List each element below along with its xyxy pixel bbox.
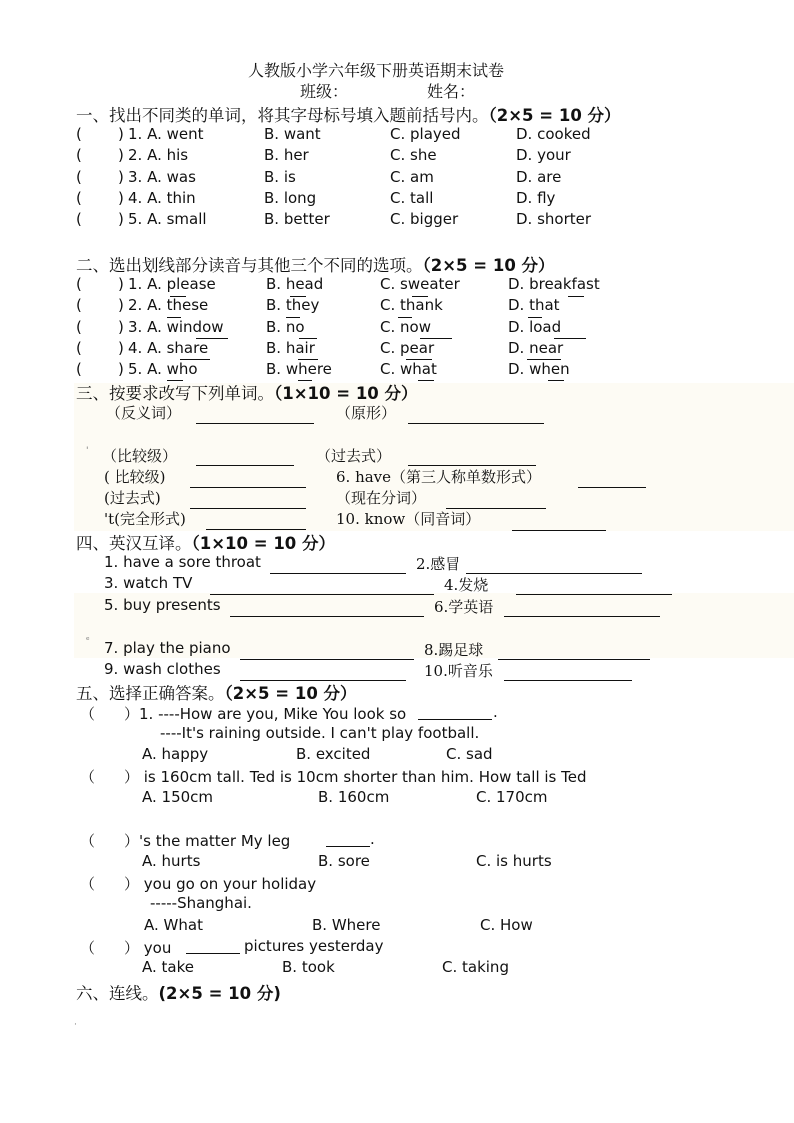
option-n: 4. A. thin [128, 188, 196, 207]
question-4: ） you go on your holiday [124, 875, 317, 893]
option-d: D. when [508, 360, 570, 379]
option: A. take [142, 958, 194, 976]
page-title: 人教版小学六年级下册英语期末试卷 [248, 61, 505, 80]
translate-item-9: 9. wash clothes [104, 660, 221, 678]
section-6-title: 六、连线。 [76, 984, 159, 1003]
question-1-reply: ----It's raining outside. I can't play football. [160, 724, 480, 742]
option-b: B. hair [266, 338, 315, 357]
option-d: D. shorter [516, 210, 592, 229]
section-4-score: （1×10 = 10 分） [191, 534, 336, 553]
answer-bracket[interactable]: ( [76, 167, 82, 186]
underline-mark [554, 338, 586, 339]
answer-blank[interactable] [190, 487, 306, 488]
underline-mark [412, 296, 428, 297]
answer-blank[interactable] [196, 423, 314, 424]
question-1: ）1. ----How are you, Mike You look so [124, 705, 407, 723]
answer-blank[interactable] [578, 487, 646, 488]
underline-mark [286, 317, 300, 318]
answer-blank[interactable] [498, 659, 650, 660]
answer-paren[interactable]: （ [80, 832, 96, 850]
section-2-heading [76, 252, 555, 276]
translate-item-10: 10.听音乐 [424, 662, 493, 680]
answer-bracket[interactable]: ( [76, 125, 82, 143]
option-b: B. no [266, 317, 305, 336]
translate-item-5: 5. buy presents [104, 596, 221, 614]
rewrite-item-8: （现在分词） [336, 489, 427, 507]
underline-mark [196, 338, 228, 339]
option-b: B. head [266, 275, 324, 293]
question-5: ） you [124, 939, 172, 957]
answer-bracket[interactable]: ( [76, 210, 82, 229]
scan-mark: ' [86, 446, 89, 456]
section-3-title: 三、按要求改写下列单词。 [76, 384, 274, 403]
answer-blank[interactable] [408, 423, 544, 424]
option: B. Where [312, 916, 381, 934]
answer-bracket[interactable]: ) [118, 125, 124, 143]
section-1-title: 一、找出不同类的单词，将其字母标号填入题前括号内。 [76, 106, 489, 125]
section-4-title: 四、英汉互译。 [76, 534, 192, 553]
section-2-title: 二、选出划线部分读音与其他三个不同的选项。 [76, 256, 423, 275]
scan-mark: · [74, 1020, 77, 1030]
option-n: 1. A. please [128, 275, 216, 293]
underline-mark [298, 359, 318, 360]
option-c: C. pear [380, 338, 435, 357]
answer-bracket[interactable]: ) [118, 167, 124, 186]
question-3: ）'s the matter My leg [124, 832, 291, 850]
section-5-score: （2×5 = 10 分） [224, 684, 357, 703]
option-c: C. now [380, 317, 431, 336]
option: C. is hurts [476, 852, 552, 870]
option-c: C. she [390, 146, 437, 165]
option: B. 160cm [318, 788, 390, 806]
rewrite-item-7: (过去式) [104, 489, 161, 507]
option-n: 3. A. was [128, 167, 196, 186]
option-c: C. played [390, 125, 461, 143]
answer-blank[interactable] [516, 594, 672, 595]
section-2-score: （2×5 = 10 分） [422, 256, 555, 275]
answer-bracket[interactable]: ) [118, 275, 124, 293]
rewrite-item-1: （反义词） [106, 404, 182, 422]
option: A. 150cm [142, 788, 214, 806]
underline-mark [290, 296, 306, 297]
option-b: B. her [264, 146, 309, 165]
option: B. sore [318, 852, 370, 870]
section-1-heading [76, 102, 621, 126]
option-c: C. am [390, 167, 434, 186]
option: C. 170cm [476, 788, 548, 806]
answer-blank[interactable] [270, 573, 406, 574]
translate-item-6: 6.学英语 [434, 598, 494, 616]
underline-mark [180, 359, 210, 360]
underline-mark [528, 317, 542, 318]
answer-blank[interactable] [190, 508, 306, 509]
option-c: C. bigger [390, 210, 459, 229]
option: A. What [144, 916, 203, 934]
rewrite-item-4: （过去式） [316, 447, 392, 465]
answer-blank[interactable] [466, 573, 642, 574]
underline-mark [527, 359, 561, 360]
option-c: C. thank [380, 296, 443, 315]
section-5-title: 五、选择正确答案。 [76, 684, 225, 703]
option-n: 3. A. window [128, 317, 224, 336]
answer-paren[interactable]: （ [80, 705, 96, 723]
section-3-heading [76, 380, 418, 404]
rewrite-item-6: 6. have（第三人称单数形式） [336, 468, 542, 486]
translate-item-1: 1. have a sore throat [104, 553, 261, 571]
option: B. took [282, 958, 335, 976]
option: C. taking [442, 958, 509, 976]
rewrite-item-9: 't(完全形式) [104, 510, 186, 528]
answer-paren[interactable]: （ [80, 768, 96, 786]
rewrite-item-10: 10. know（同音词） [336, 510, 481, 528]
underline-mark [170, 296, 186, 297]
option-d: D. near [508, 338, 564, 357]
option-b: B. want [264, 125, 321, 143]
option-c: C. tall [390, 188, 434, 207]
option-c: C. what [380, 360, 437, 379]
answer-bracket[interactable]: ) [118, 188, 124, 207]
option: B. excited [296, 745, 371, 763]
answer-bracket[interactable]: ( [76, 296, 82, 315]
rewrite-item-5: ( 比较级) [104, 468, 166, 486]
dot-mark: . [493, 703, 498, 721]
translate-item-7: 7. play the piano [104, 639, 231, 657]
question-4-reply: -----Shanghai. [150, 894, 252, 912]
answer-blank[interactable] [210, 594, 434, 595]
answer-blank[interactable] [240, 659, 414, 660]
translate-item-2: 2.感冒 [416, 555, 461, 573]
section-3-score: （1×10 = 10 分） [274, 384, 418, 403]
class-label: 班级： [300, 82, 349, 101]
answer-blank[interactable] [186, 953, 240, 954]
answer-bracket[interactable]: ( [76, 188, 82, 207]
answer-blank[interactable] [504, 680, 632, 681]
option-b: B. better [264, 210, 330, 229]
option-c: C. sweater [380, 275, 460, 293]
question-5-end: pictures yesterday [244, 937, 384, 955]
option-b: B. long [264, 188, 317, 207]
option-n: 2. A. his [128, 146, 189, 165]
question-2: ） is 160cm tall. Ted is 10cm shorter than him. How tall is Ted [124, 768, 587, 786]
option: C. How [480, 916, 533, 934]
option-d: D. that [508, 296, 560, 315]
option-d: D. fly [516, 188, 556, 207]
section-4-heading [76, 530, 335, 554]
option-b: B. they [266, 296, 320, 315]
answer-blank[interactable] [196, 465, 294, 466]
underline-mark [398, 317, 412, 318]
underline-mark [418, 380, 434, 381]
translate-item-3: 3. watch TV [104, 574, 193, 592]
answer-bracket[interactable]: ( [76, 275, 82, 293]
answer-bracket[interactable]: ) [118, 210, 124, 229]
section-6-score: (2×5 = 10 分) [158, 984, 281, 1003]
section-1-score: （2×5 = 10 分） [488, 106, 621, 125]
underline-mark [420, 338, 452, 339]
underline-mark [548, 380, 564, 381]
answer-blank[interactable] [326, 846, 370, 847]
option-n: 5. A. small [128, 210, 207, 229]
underline-mark [299, 338, 317, 339]
option-n: 1. A. went [128, 125, 204, 143]
answer-bracket[interactable]: ) [118, 338, 124, 357]
answer-bracket[interactable]: ) [118, 360, 124, 379]
option: C. sad [446, 745, 493, 763]
option-n: 2. A. these [128, 296, 209, 315]
section-5-heading [76, 680, 357, 704]
option-d: D. breakfast [508, 275, 600, 293]
answer-blank[interactable] [512, 530, 606, 531]
scan-mark: ᵉ [86, 636, 90, 646]
answer-bracket[interactable]: ) [118, 317, 124, 336]
answer-paren[interactable]: （ [80, 939, 96, 957]
answer-paren[interactable]: （ [80, 875, 96, 893]
option: A. happy [142, 745, 209, 763]
answer-bracket[interactable]: ) [118, 296, 124, 315]
option-n: 4. A. share [128, 338, 209, 357]
name-label: 姓名： [427, 82, 476, 101]
answer-bracket[interactable]: ( [76, 146, 82, 165]
answer-bracket[interactable]: ( [76, 360, 82, 379]
option-d: D. your [516, 146, 571, 165]
dot-mark: . [370, 830, 375, 848]
underline-mark [167, 317, 181, 318]
answer-blank[interactable] [504, 616, 660, 617]
translate-item-4: 4.发烧 [444, 576, 489, 594]
option-b: B. where [266, 360, 332, 379]
rewrite-item-2: （原形） [336, 404, 397, 422]
rewrite-item-3: （比较级） [102, 447, 178, 465]
section-6-heading [76, 980, 281, 1004]
answer-bracket[interactable]: ( [76, 338, 82, 357]
answer-bracket[interactable]: ( [76, 317, 82, 336]
answer-blank[interactable] [230, 616, 424, 617]
answer-bracket[interactable]: ) [118, 146, 124, 165]
answer-blank[interactable] [418, 719, 492, 720]
option-d: D. are [516, 167, 562, 186]
option-n: 5. A. who [128, 360, 198, 379]
option: A. hurts [142, 852, 201, 870]
option-b: B. is [264, 167, 296, 186]
translate-item-8: 8.踢足球 [424, 641, 484, 659]
option-d: D. load [508, 317, 562, 336]
underline-mark [568, 296, 584, 297]
underline-mark [406, 359, 432, 360]
option-d: D. cooked [516, 125, 591, 143]
